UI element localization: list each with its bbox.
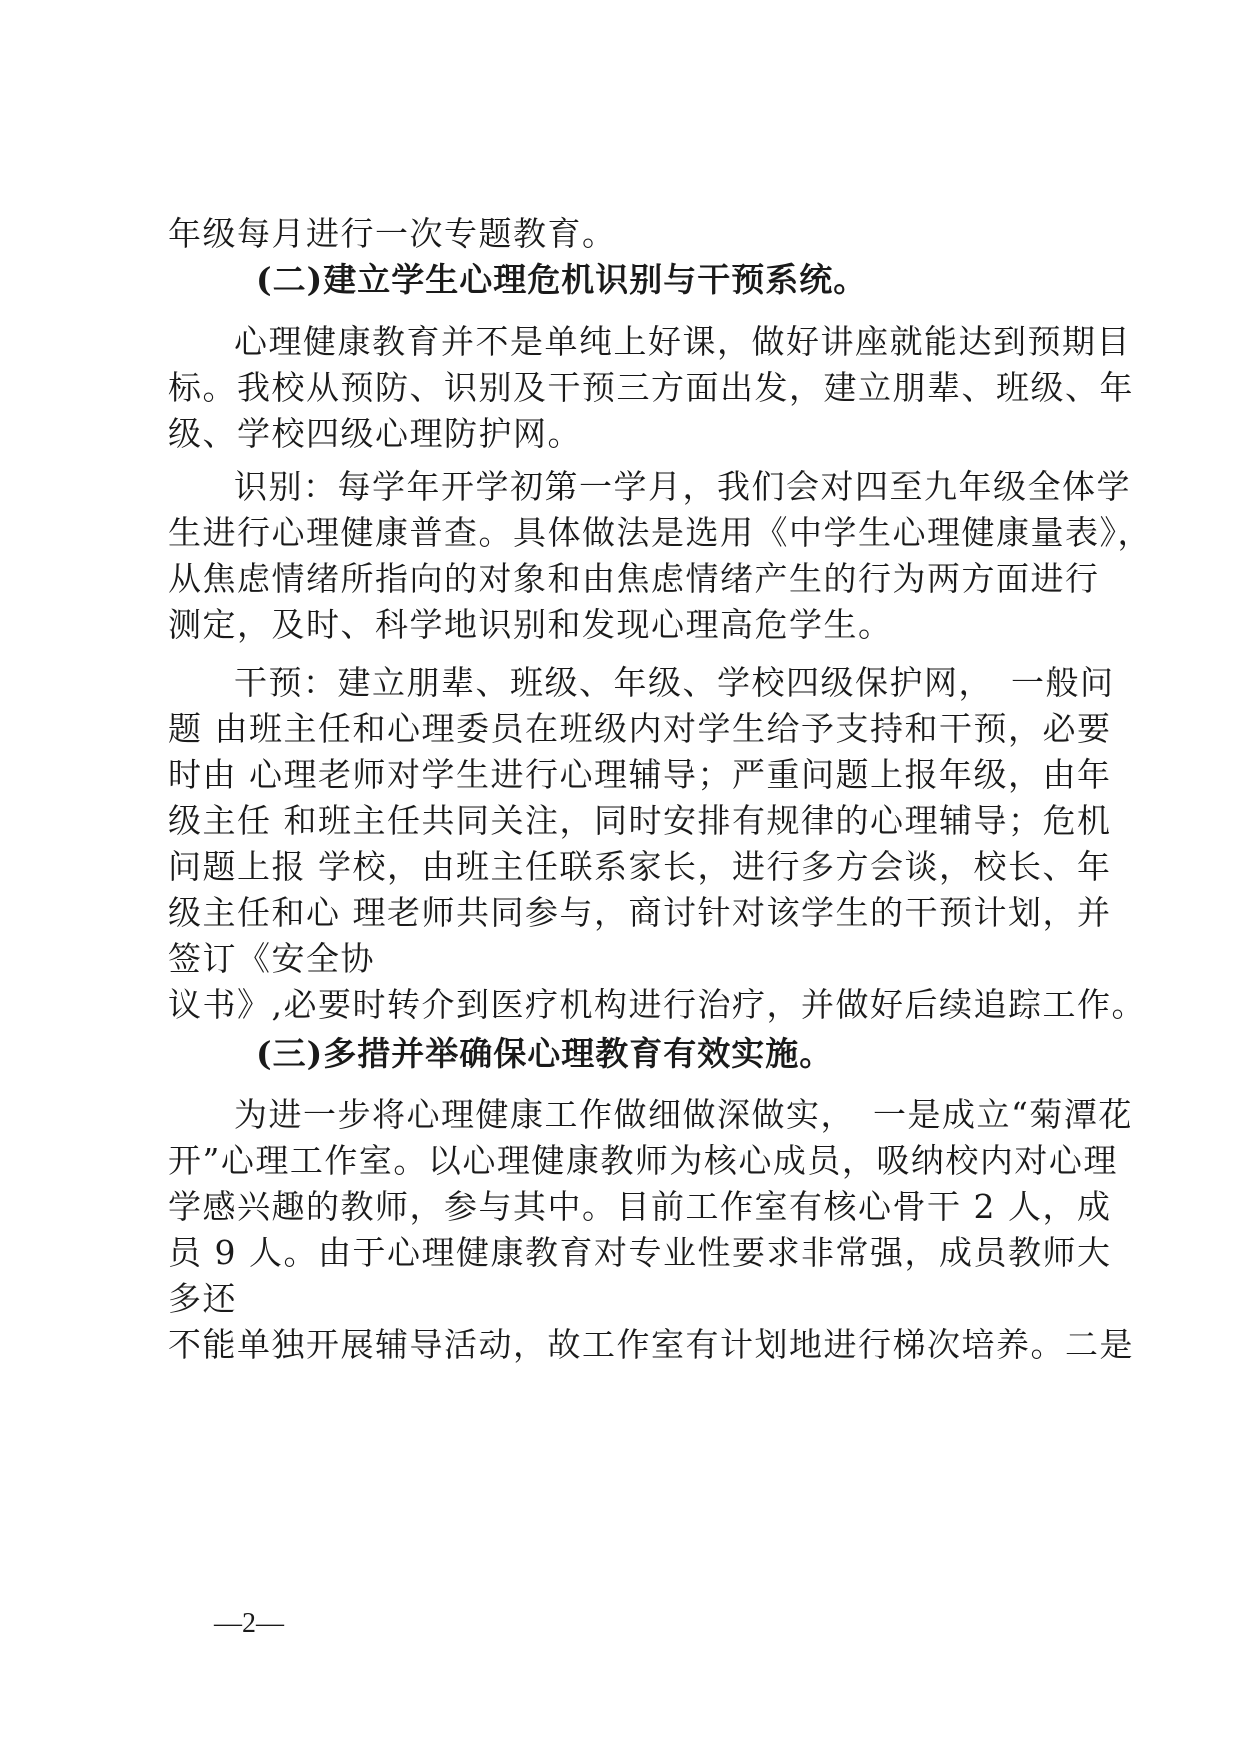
body-text-line: 级主任 和班主任共同关注，同时安排有规律的心理辅导；危机 [168,801,1112,840]
body-text-line: 为进一步将心理健康工作做细做深做实， 一是成立“菊潭花 [234,1095,1133,1134]
body-text-line: 心理健康教育并不是单纯上好课，做好讲座就能达到预期目 [234,322,1131,361]
body-text-line: 员 9 人。由于心理健康教育对专业性要求非常强，成员教师大 [168,1233,1112,1272]
body-text-line: 问题上报 学校，由班主任联系家长，进行多方会谈，校长、年 [168,847,1112,886]
body-text-line: 识别：每学年开学初第一学月，我们会对四至九年级全体学 [234,467,1131,506]
body-text-line: 生进行心理健康普查。具体做法是选用《中学生心理健康量表》， [168,513,1152,552]
body-text-line: 时由 心理老师对学生进行心理辅导；严重问题上报年级，由年 [168,755,1112,794]
body-text-line: 题 由班主任和心理委员在班级内对学生给予支持和干预，必要 [168,709,1112,748]
body-text-line: 学感兴趣的教师，参与其中。目前工作室有核心骨干 2 人，成 [168,1187,1112,1226]
body-text-line: 不能单独开展辅导活动，故工作室有计划地进行梯次培养。二是 [168,1325,1134,1364]
body-text-line: 年级每月进行一次专题教育。 [168,214,617,253]
body-text-line: 议书》,必要时转介到医疗机构进行治疗，并做好后续追踪工作。 [168,985,1146,1024]
body-text-line: 签订《安全协 [168,939,375,978]
body-text-line: 从焦虑情绪所指向的对象和由焦虑情绪产生的行为两方面进行 [168,559,1100,598]
body-text-line: 标。我校从预防、识别及干预三方面出发，建立朋辈、班级、年 [168,368,1134,407]
page-number: —2— [214,1608,284,1639]
body-text-line: 级主任和心 理老师共同参与，商讨针对该学生的干预计划，并 [168,893,1112,932]
body-text-line: 多还 [168,1279,237,1318]
section-heading: (二)建立学生心理危机识别与干预系统。 [256,260,868,299]
body-text-line: 测定，及时、科学地识别和发现心理高危学生。 [168,605,893,644]
section-heading: (三)多措并举确保心理教育有效实施。 [256,1034,834,1073]
body-text-line: 级、学校四级心理防护网。 [168,414,582,453]
body-text-line: 开”心理工作室。以心理健康教师为核心成员，吸纳校内对心理 [168,1141,1118,1180]
body-text-line: 干预：建立朋辈、班级、年级、学校四级保护网， 一般问 [234,663,1115,702]
